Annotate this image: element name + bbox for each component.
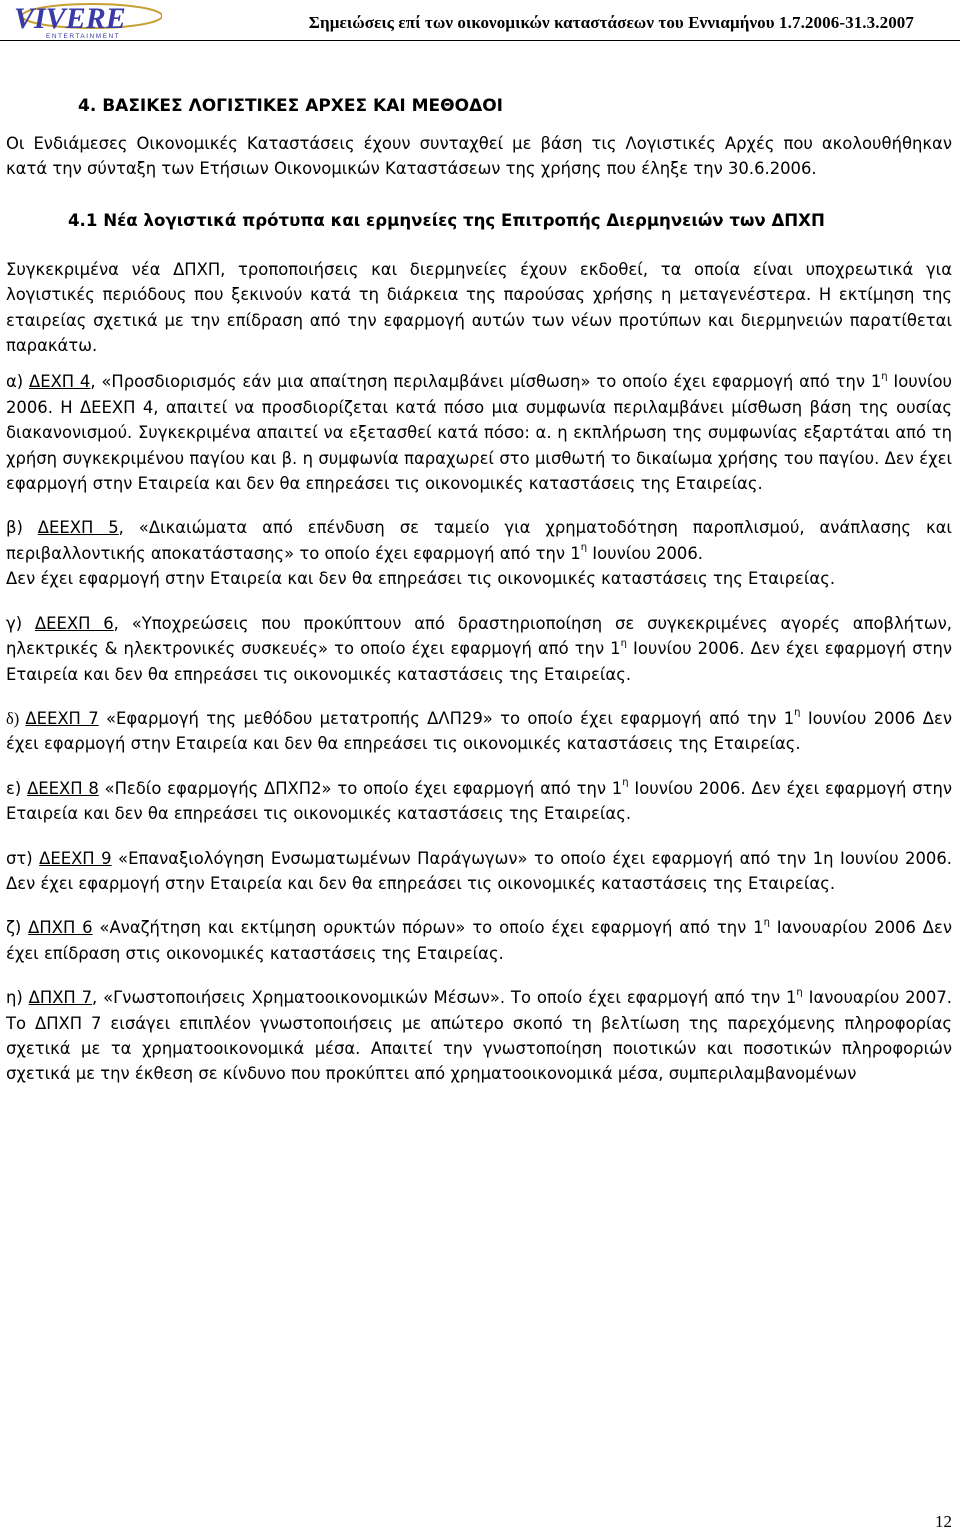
section-title: 4. ΒΑΣΙΚΕΣ ΛΟΓΙΣΤΙΚΕΣ ΑΡΧΕΣ ΚΑΙ ΜΕΘΟΔΟΙ [78,96,503,116]
item-text: Ιουνίου 2006. Δεν έχει εφαρμογή στην Εταιρεία και δεν θα επηρεάσει τις οικονομικές καταστάσεις της Εταιρείας. [6,639,953,684]
item-prefix: α) [6,372,29,392]
item-prefix: ε) [6,778,28,798]
item-sup: η [794,707,801,719]
page-header [0,0,960,44]
item-sup: η [620,637,627,649]
item-prefix: β) [6,518,38,538]
list-item-d [6,706,952,757]
item-text: , «Προσδιορισμός εάν μια απαίτηση περιλαμβάνει μίσθωση» το οποίο έχει εφαρμογή από την 1 [90,372,882,392]
list-item-st [6,846,952,897]
item-lead: ΔΕΕΧΠ 7 [25,708,99,728]
list-item-e [6,776,952,827]
item-prefix: γ) [6,613,35,633]
list-item-i [6,985,952,1087]
item-lead: ΔΕΕΧΠ 5 [37,518,119,538]
item-lead: ΔΕΕΧΠ 8 [27,778,99,798]
item-lead: ΔΠΧΠ 6 [28,918,93,938]
item-prefix: ζ) [6,918,29,938]
item-lead: ΔΠΧΠ 7 [28,988,93,1008]
header-divider [0,40,960,41]
item-sup: η [580,542,588,554]
item-lead: ΔΕΕΧΠ 9 [39,848,112,868]
section-intro: Οι Ενδιάμεσες Οικονομικές Καταστάσεις έχουν συνταχθεί με βάση τις Λογιστικές Αρχές που ακολουθήθηκαν κατά την σύνταξη των Ετήσιων Οικονομικών Καταστάσεων της χρήσης που έληξε την 30.6.2006. [6,134,952,179]
logo-subtext: ENTERTAINMENT [46,33,121,40]
page-number: 12 [935,1512,952,1531]
item-sup: η [622,777,629,789]
subsection-title [6,207,952,234]
item-text: «Πεδίο εφαρμογής ΔΠΧΠ2» το οποίο έχει εφαρμογή από την 1 [98,778,623,798]
item-sup: η [763,916,770,928]
subsection-title-text: Νέα λογιστικά πρότυπα και ερμηνείες της Επιτροπής Διερμηνειών των ΔΠΧΠ [103,210,825,230]
item-text: Δεν έχει εφαρμογή στην Εταιρεία και δεν θα επηρεάσει τις οικονομικές καταστάσεις της Εταιρείας. [6,569,836,589]
subsection-intro: Συγκεκριμένα νέα ΔΠΧΠ, τροποποιήσεις και διερμηνείες έχουν εκδοθεί, τα οποία είναι υποχρεωτικά για λογιστικές περιόδους που ξεκινούν κατά τη διάρκεια της παρούσας χρήσης η μεταγενέστερα. Η εκτίμηση της εταιρείας σχετικά με την επίδραση από την εφαρμογή αυτών των νέων προτύπων και διερμηνειών παρατίθεται παρακάτω. [6,259,952,356]
item-text: «Επαναξιολόγηση Ενσωματωμένων Παράγωγων» το οποίο έχει εφαρμογή από την 1η Ιουνίου 2006. Δεν έχει εφαρμογή στην Εταιρεία και δεν θα επηρεάσει τις οικονομικές καταστάσεις της Εταιρείας. [6,848,952,893]
item-prefix: η) [6,988,29,1008]
item-prefix: δ) [6,708,26,728]
item-text: , «Υποχρεώσεις που προκύπτουν από δραστηριοποίηση σε συγκεκριμένες αγορές αποβλήτων, ηλεκτρικές & ηλεκτρονικές συσκευές» το οποίο έχει εφαρμογή από την 1 [6,613,952,659]
item-sup: η [881,370,888,382]
subsection-number: 4.1 [68,210,98,230]
item-text: Ιανουαρίου 2006 Δεν έχει επίδραση στις οικονομικές καταστάσεις της Εταιρείας. [6,918,952,963]
item-lead: ΔΕΕΧΠ 6 [34,613,114,633]
item-text: Ιουνίου 2006. Η ΔΕΕΧΠ 4, απαιτεί να προσδιορίζεται κατά πόσο μια συμφωνία περιλαμβάνει μίσθωση βάση της ουσίας διακανονισμού. Συγκεκριμένα απαιτεί να εξετασθεί κατά πόσο: α. η εκπλήρωση της συμφωνίας εξαρτάται από τη χρήση συγκεκριμένου παγίου και β. η συμφωνία παραχωρεί στο μισθωτή το δικαίωμα χρήσης του παγίου. Δεν έχει εφαρμογή στην Εταιρεία και δεν θα επηρεάσει τις οικονομικές καταστάσεις της Εταιρείας. [6,372,952,494]
vivere-logo [6,0,162,40]
item-text: , «Δικαιώματα από επένδυση σε ταμείο για χρηματοδότηση παροπλισμού, ανάπλασης και περιβαλλοντικής αποκατάστασης» το οποίο έχει εφαρμογή από την 1 [6,518,952,563]
header-title: Σημειώσεις επί των οικονομικών καταστάσεων του Εννιαμήνου 1.7.2006-31.3.2007 [308,13,914,32]
item-lead: ΔΕΧΠ 4 [29,372,91,392]
list-item-a [6,369,952,496]
list-item-c [6,611,952,687]
item-text: Ιουνίου 2006. Δεν έχει εφαρμογή στην Εταιρεία και δεν θα επηρεάσει τις οικονομικές καταστάσεις της Εταιρείας. [6,778,952,824]
item-text: «Αναζήτηση και εκτίμηση ορυκτών πόρων» το οποίο έχει εφαρμογή από την 1 [92,918,764,938]
item-text: Ιανουαρίου 2007. Το ΔΠΧΠ 7 εισάγει επιπλέον γνωστοποιήσεις με απώτερο σκοπό τη βελτίωση της παρεχόμενης πληροφορίας σχετικά με τα χρηματοοικονομικά μέσα. Απαιτεί την γνωστοποίηση ποιοτικών και ποσοτικών πληροφοριών σχετικά με την έκθεση σε κίνδυνο που προκύπτει από χρηματοοικονομικά μέσα, συμπεριλαμβανομένων [6,988,952,1084]
item-prefix: στ) [6,848,40,868]
item-sup: η [796,986,803,998]
item-text: Ιουνίου 2006. [587,543,703,563]
list-item-z [6,915,952,966]
list-item-b [6,515,952,591]
item-text: Ιουνίου 2006 Δεν έχει εφαρμογή στην Εταιρεία και δεν θα επηρεάσει τις οικονομικές καταστάσεις της Εταιρείας. [6,708,952,754]
logo-text: VIVERE [14,2,126,35]
page-content [6,92,952,1087]
item-text: «Εφαρμογή της μεθόδου μετατροπής ΔΛΠ29» το οποίο έχει εφαρμογή από την 1 [98,708,795,728]
item-text: , «Γνωστοποιήσεις Χρηματοοικονομικών Μέσων». Το οποίο έχει εφαρμογή από την 1 [92,988,797,1008]
